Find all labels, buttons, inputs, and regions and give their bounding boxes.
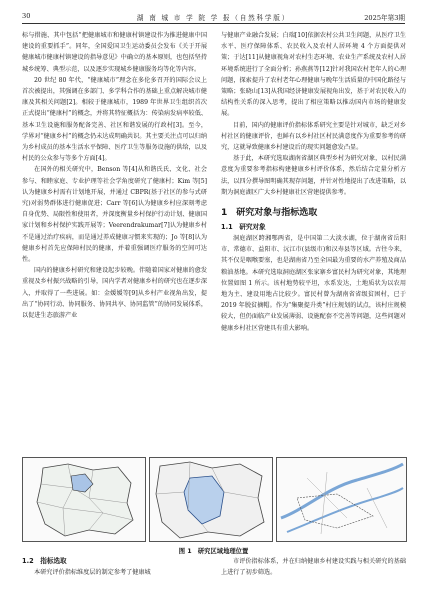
paragraph: 本研究评价指标维度层的制定参考了健康城 <box>34 569 151 576</box>
figure-caption: 图 1 研究区域地理位置 <box>178 548 249 555</box>
figure-1 <box>22 457 405 540</box>
paragraph: 基于此，本研究选取湖南省湖区典型乡村为研究对象，以村民满意度为重要参考指标构建健康乡村评价体系，然后结合定量分析方法，以四分撰导图明确其现存问题，并针对性地提出了改进策略，以期为洞庭湖区广大乡村健康社区营建提供参考。 <box>221 155 406 196</box>
paragraph: 洞庭湖区跨湘鄂两省，是中国第二大淡水湖，位于湖南省岳阳市、常德市、益阳市、沅江市(县级市)和汉寿县等区域。古往今来，其不仅是咽喉要塞，也是湖南省乃至全国最为重要的水产养殖及商品粮油基地。本研究选取洞庭湖区张家寨乡富民村为研究对象，其地理位置如图 1 所示。该村地势较平坦，水系发达，土地质状为以农用地为主、建设用地占比较少。富民村曾为湖南省省级贫困村，已于 2019 年脱贫摘帽。作为“集聚提升类”村庄规划的试点，该村庄规模较大，但仍面临产业发展薄弱、设施配套不完善等问题，这些问题对健康乡村社区营建具有重大影响。 <box>221 235 406 332</box>
village-map-svg <box>277 458 406 541</box>
bottom-left-column <box>22 556 207 578</box>
county-map-svg <box>150 458 272 541</box>
map-county <box>149 457 273 542</box>
bottom-right-column <box>221 556 406 578</box>
page-number: 30 <box>22 12 31 20</box>
paragraph: 与健康产业融合发展；白瑞[10]依据农村公共卫生问题，从医疗卫生水平、医疗保障体系、农民收入及农村人居环境 4 个方面提供对策；于达[11]从健康视角对农村生态环境、农业生产系统及农村人居环境系统进行了全面分析；孙燕燕等[12]针对我国农村老年人的心理问题，探索提升了农村老年心理健康与晚年生活质量的中国化路径与策略；张晓山[13]从我国经济健康发展视角出发，基于对农民收入的结构性关系的深入思考，提出了相应策略以推动国内市场的健康发展。 <box>221 32 406 118</box>
paragraph: 市评价指标体系，并在归纳健康乡村建设实践与相关研究的基础上进行了初步筛选。 <box>221 558 406 577</box>
map-province <box>22 457 146 542</box>
section-title: 1 研究对象与指标选取 <box>221 208 318 219</box>
province-map-svg <box>23 458 145 541</box>
paragraph: 20 世纪 80 年代，“健康城市”理念在多伦多召开的国际会议上首次被提出，其强调在多部门、多学科合作的基础上重点解决城市健康及其相关问题[2]。相较于健康城市，1989 年世界卫生组织首次正式提出“健康村”的概念，并将其特征概括为：传染病发病率较低、基本卫生设施和服务配备完善、社区和谐发展的行政村[3]。至今，学界对“健康乡村”的概念仍未达成明确共识。其主要关注点可以归纳为乡村成员的基本生活水平保障、医疗卫生等服务设施的供给，以及村民的公众参与等多个方面[4]。 <box>22 76 207 163</box>
paragraph: 标与措施、其中包括“把健康城市和健康村镇建设作为推进健康中国建设的重要抓手”。同年，全国爱国卫生运动委员会发布《关于开展健康城市健康村镇建设的指导意见》中确立的基本原则，也包括坚持城乡统筹、典型示范，以及逐步实现城乡健康服务均等化等内容。 <box>22 32 207 73</box>
paragraph: 在国外的相关研究中，Benson 等[4]从和谐氏氏、文化、社会参与、和睦家庭、专业护理等社会学角度研究了健康村；Kim 等[5]认为健康乡村需有计划地开展，并通过 CBPR(基于社区的参与式研究)对弱势群体进行健康促进；Carr 等[6]认为健康乡村应深刻考虑自身优势、局限性和使用者，并深度衡量乡村保护行动计划、健康国家计划和乡村保护实践开展等；Veerendrakumar[7]认为健康乡村不是通过治疗疾病，而是通过养成健康习惯来实现的；Jo 等[8]认为健康乡村首先应保障村民的健康，并着重强调医疗服务的空间可达性。 <box>22 166 207 264</box>
map-village <box>276 457 407 542</box>
left-column <box>22 30 207 321</box>
subsection-title: 1.1 研究对象 <box>221 223 266 232</box>
paragraph: 目前，国内的健康评价指标体系研究主要是针对城市，缺乏对乡村社区的健康评价，也鲜有以乡村社区村民满意度作为重要参考的研究，这就导致健康乡村建设后的现实问题愈发凸显。 <box>221 121 406 152</box>
page-header <box>22 11 405 24</box>
paragraph: 国内的健康乡村研究和建设起步较晚。伴随着国家对健康的愈发重视及乡村振兴战略的引导，国内学者对健康乡村的研究也在逐步深入，并取得了一些进展。如：金媛媛等[9]从乡村产业视角出发，提出了“协同行动、协同服务、协同共享、协同监管”的协同发展体系，以促进生态旅游产业 <box>22 267 207 320</box>
issue-label: 2025年第3期 <box>364 14 405 22</box>
subsection-title: 1.2 指标选取 <box>22 557 67 565</box>
right-column <box>221 30 406 334</box>
journal-title: 湖 南 城 市 学 院 学 报（自然科学版） <box>136 14 291 22</box>
